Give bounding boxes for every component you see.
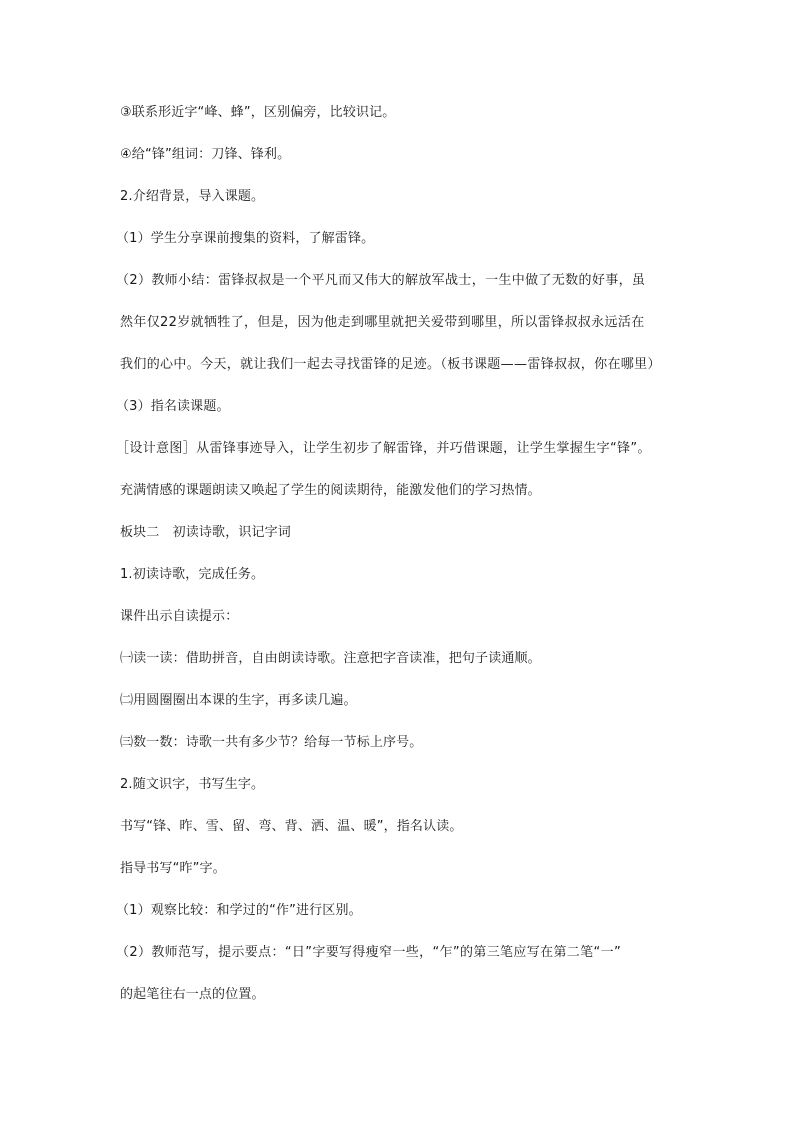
document-body [116, 104, 682, 1004]
text-line: （1）观察比较：和学过的“作”进行区别。 [116, 903, 362, 918]
text-line: （2）教师小结：雷锋叔叔是一个平凡而又伟大的解放军战士，一生中做了无数的好事，虽 [116, 273, 646, 288]
section-step-heading: 1.初读诗歌，完成任务。 [120, 567, 265, 582]
text-line: 我们的心中。今天，就让我们一起去寻找雷锋的足迹。（板书课题——雷锋叔叔，你在哪里） [120, 357, 661, 372]
text-line: （1）学生分享课前搜集的资料，了解雷锋。 [116, 231, 375, 246]
list-item: ㈠读一读：借助拼音，自由朗读诗歌。注意把字音读准，把句子读通顺。 [120, 651, 541, 666]
text-line: 的起笔往右一点的位置。 [120, 987, 265, 1002]
list-item: ㈡用圆圈圈出本课的生字，再多读几遍。 [120, 693, 357, 708]
design-intent-line: ［设计意图］从雷锋事迹导入，让学生初步了解雷锋，并巧借课题，让学生掌握生字“锋”。 [116, 441, 651, 456]
text-line: ④给“锋”组词：刀锋、锋利。 [120, 147, 291, 162]
section-step-heading: 2.随文识字，书写生字。 [120, 777, 265, 792]
list-item: ㈢数一数：诗歌一共有多少节？给每一节标上序号。 [120, 735, 423, 750]
text-line: 充满情感的课题朗读又唤起了学生的阅读期待，能激发他们的学习热情。 [120, 483, 541, 498]
text-line: ③联系形近字“峰、蜂”，区别偏旁，比较识记。 [120, 105, 396, 120]
text-line: 书写“锋、昨、雪、留、弯、背、洒、温、暖”，指名认读。 [120, 819, 463, 834]
section-heading: 板块二 初读诗歌，识记字词 [120, 525, 291, 540]
text-line: 然年仅22岁就牺牲了，但是，因为他走到哪里就把关爱带到哪里，所以雷锋叔叔永远活在 [120, 315, 645, 330]
text-line: 课件出示自读提示： [120, 609, 239, 624]
text-line: （3）指名读课题。 [116, 399, 230, 414]
section-step-heading: 2.介绍背景，导入课题。 [120, 189, 265, 204]
text-line: 指导书写“昨”字。 [120, 861, 226, 876]
text-line: （2）教师范写，提示要点：“日”字要写得瘦窄一些，“乍”的第三笔应写在第二笔“一” [116, 945, 622, 960]
